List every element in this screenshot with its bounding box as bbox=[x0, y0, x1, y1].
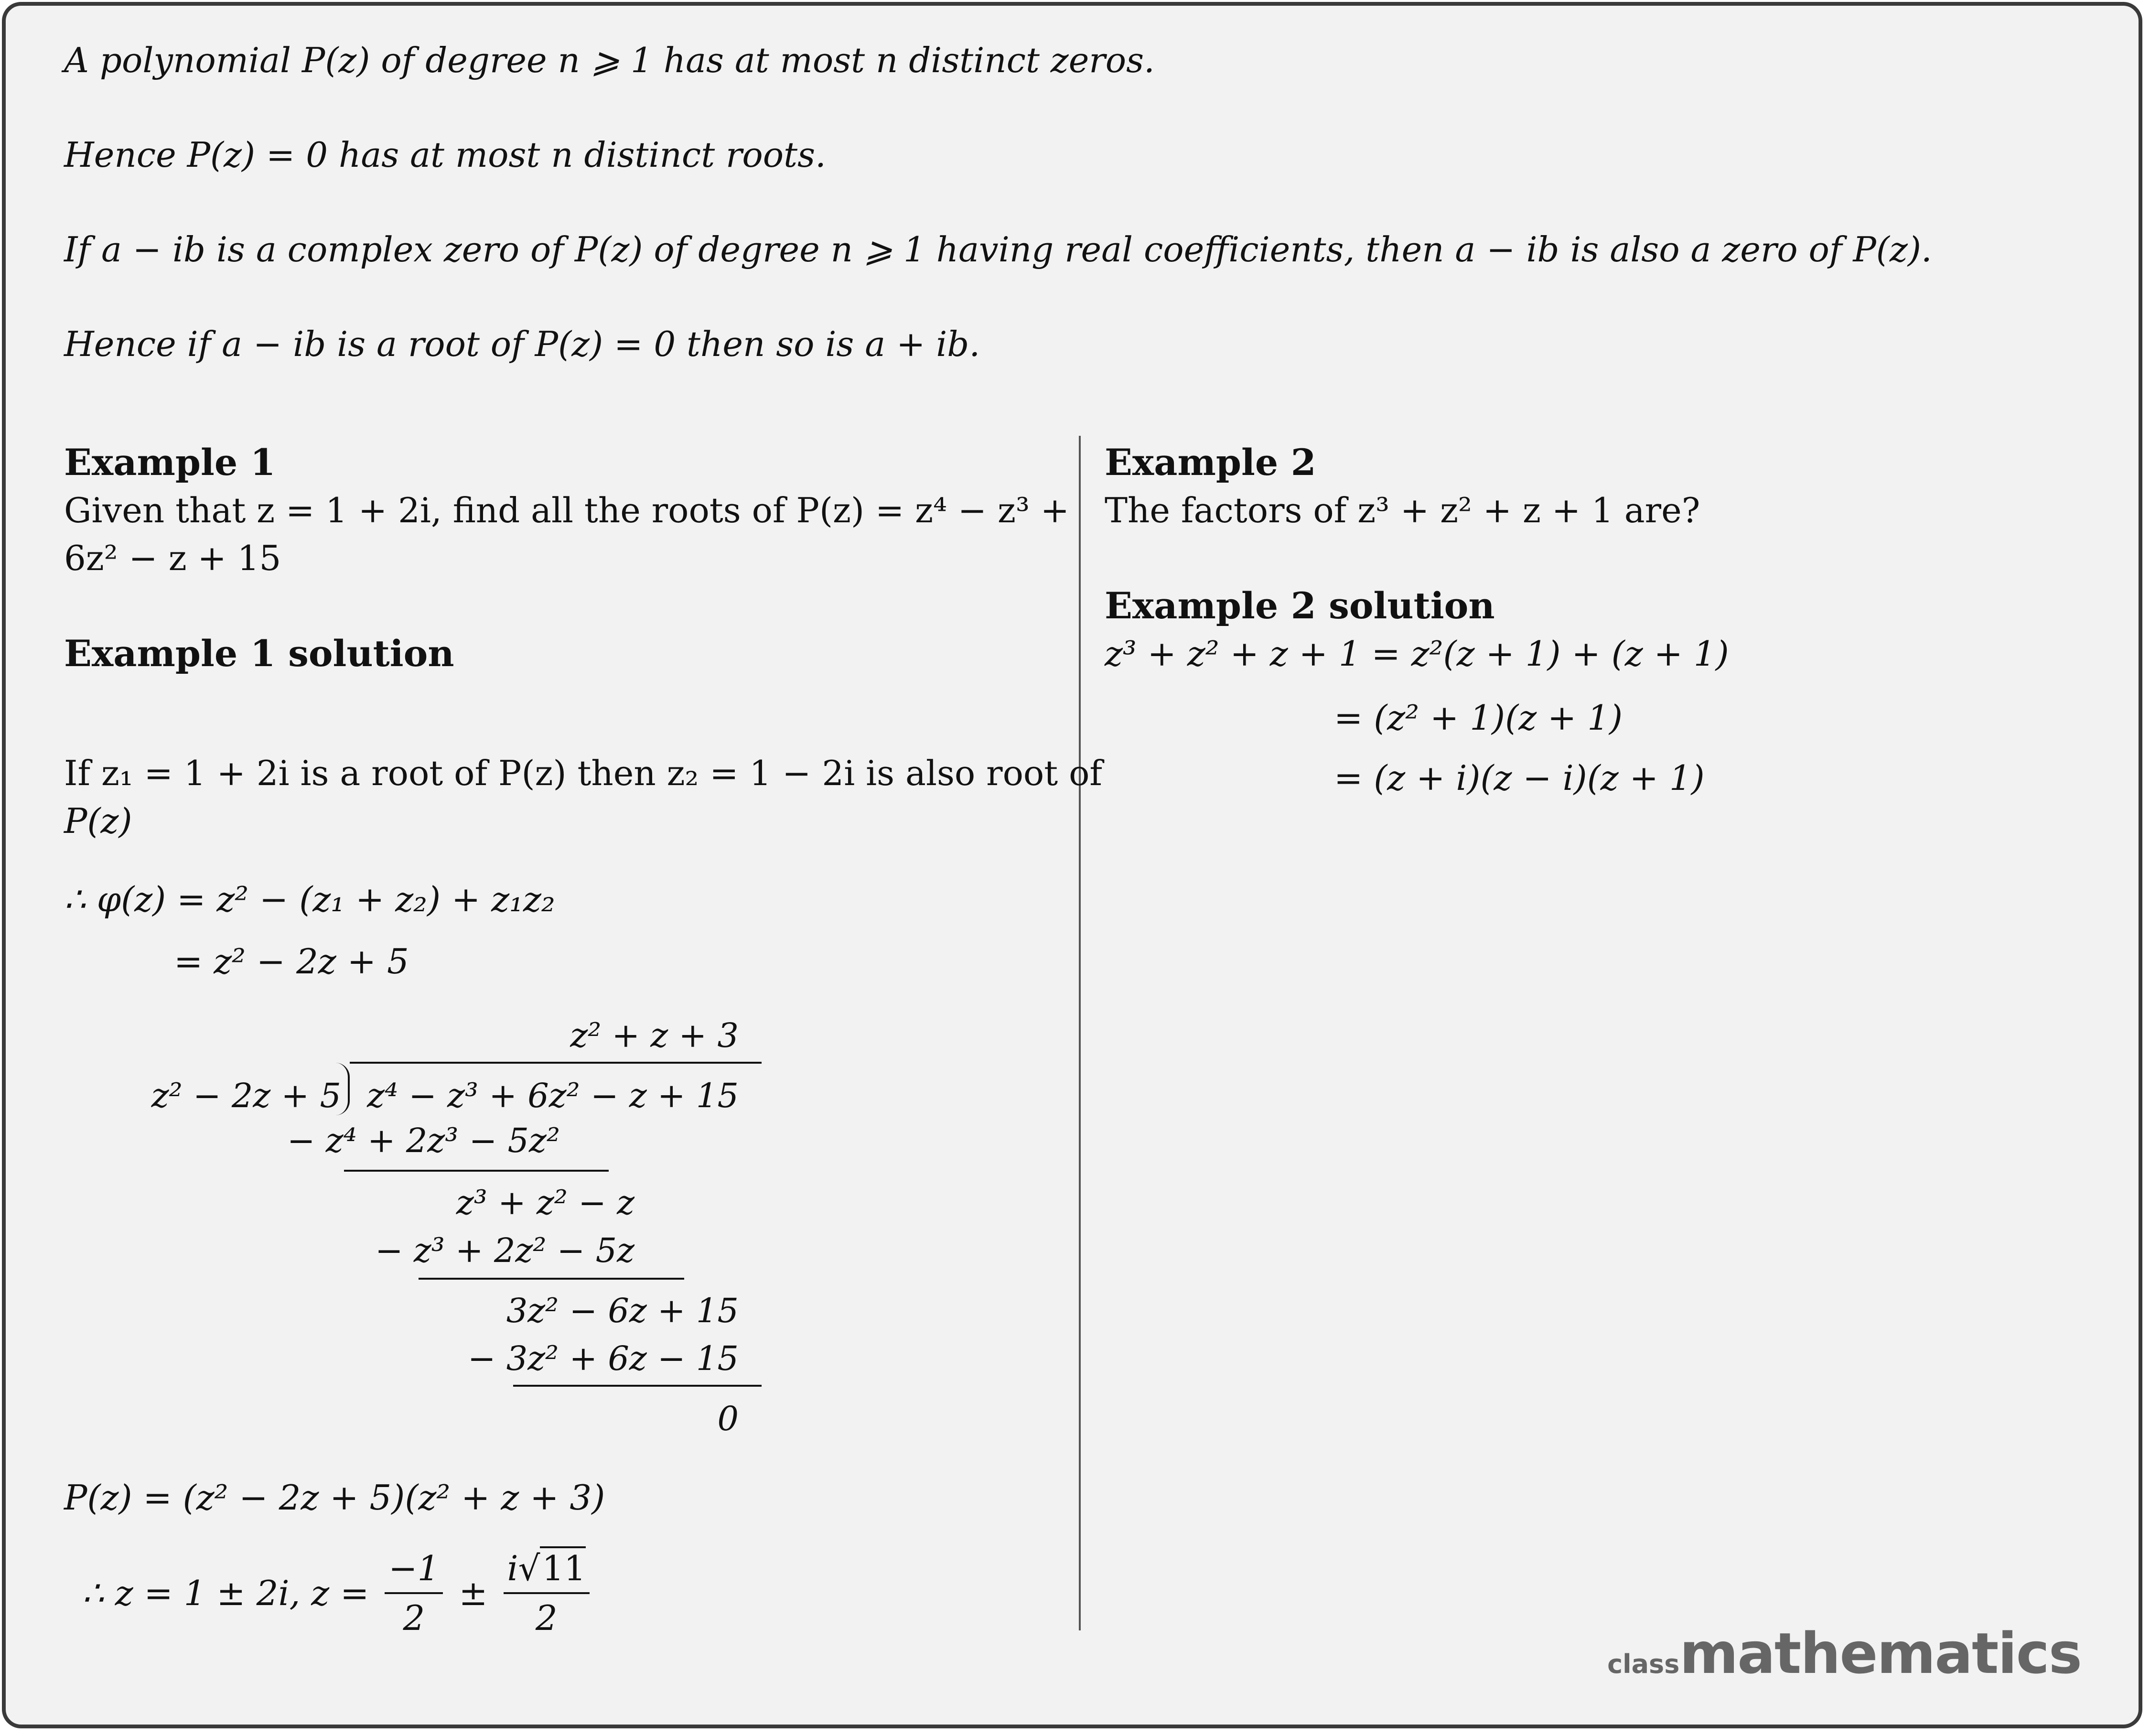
division-top-bar bbox=[350, 1062, 762, 1064]
class-mathematics-logo bbox=[1607, 1620, 2081, 1686]
logo-class-text: class bbox=[1607, 1649, 1680, 1679]
division-remainder-1: z³ + z² − z bbox=[456, 1183, 634, 1222]
root-fraction-2-numerator bbox=[504, 1544, 590, 1594]
root-fraction-2 bbox=[504, 1544, 590, 1642]
division-dividend: z⁴ − z³ + 6z² − z + 15 bbox=[367, 1076, 739, 1115]
example-2-title: Example 2 bbox=[1105, 441, 1316, 484]
example-2-step-2: = (z² + 1)(z + 1) bbox=[1334, 698, 1623, 738]
intro-paragraph-2: Hence P(z) = 0 has at most n distinct roots. bbox=[64, 135, 826, 175]
division-final-remainder: 0 bbox=[717, 1399, 739, 1438]
example-1-title: Example 1 bbox=[64, 441, 276, 484]
roots-prefix: ∴ z = 1 ± 2i, z = bbox=[82, 1573, 369, 1613]
column-divider bbox=[1079, 436, 1081, 1630]
division-divisor: z² − 2z + 5 bbox=[151, 1076, 341, 1115]
example-2-solution-title: Example 2 solution bbox=[1105, 584, 1495, 627]
content-card bbox=[2, 2, 2142, 1728]
sqrt-sign: √ bbox=[518, 1548, 540, 1588]
imaginary-unit: i bbox=[507, 1548, 518, 1588]
intro-paragraph-1: A polynomial P(z) of degree n ⩾ 1 has at most n distinct zeros. bbox=[64, 40, 1155, 80]
roots-result bbox=[82, 1544, 594, 1642]
example-1-solution-title: Example 1 solution bbox=[64, 632, 454, 675]
factored-polynomial: P(z) = (z² − 2z + 5)(z² + z + 3) bbox=[64, 1477, 605, 1518]
division-step-1: − z⁴ + 2z³ − 5z² bbox=[287, 1121, 560, 1160]
phi-definition: ∴ φ(z) = z² − (z₁ + z₂) + z₁z₂ bbox=[64, 879, 555, 919]
root-fraction-1 bbox=[385, 1544, 443, 1642]
example-2-step-1: z³ + z² + z + 1 = z²(z + 1) + (z + 1) bbox=[1105, 634, 1729, 674]
division-rule-3 bbox=[513, 1385, 762, 1387]
intro-paragraph-4: Hence if a − ib is a root of P(z) = 0 then so is a + ib. bbox=[64, 324, 980, 364]
example-2-question: The factors of z³ + z² + z + 1 are? bbox=[1105, 490, 1700, 530]
example-1-solution-text-line-2: P(z) bbox=[64, 801, 132, 841]
division-quotient: z² + z + 3 bbox=[570, 1016, 739, 1055]
division-bracket bbox=[335, 1063, 350, 1115]
root-fraction-2-denominator: 2 bbox=[535, 1598, 558, 1638]
division-step-3: − 3z² + 6z − 15 bbox=[467, 1339, 739, 1378]
intro-paragraph-3: If a − ib is a complex zero of P(z) of degree n ⩾ 1 having real coefficients, then a − ib is also a zero of P(z). bbox=[64, 229, 1932, 270]
division-rule-1 bbox=[344, 1170, 609, 1172]
division-rule-2 bbox=[419, 1278, 684, 1280]
example-1-solution-text-line-1: If z₁ = 1 + 2i is a root of P(z) then z₂ = 1 − 2i is also root of bbox=[64, 753, 1103, 793]
example-1-question-line-1: Given that z = 1 + 2i, find all the roots of P(z) = z⁴ − z³ + bbox=[64, 490, 1070, 530]
plus-minus-sign: ± bbox=[459, 1573, 488, 1613]
root-fraction-1-denominator: 2 bbox=[403, 1598, 425, 1638]
example-1-question-line-2: 6z² − z + 15 bbox=[64, 538, 281, 578]
division-remainder-2: 3z² − 6z + 15 bbox=[506, 1291, 739, 1330]
root-fraction-1-numerator: −1 bbox=[385, 1544, 443, 1594]
phi-simplified: = z² − 2z + 5 bbox=[174, 941, 409, 981]
logo-mathematics-text: mathematics bbox=[1679, 1620, 2081, 1686]
division-step-2: − z³ + 2z² − 5z bbox=[375, 1231, 634, 1270]
example-2-step-3: = (z + i)(z − i)(z + 1) bbox=[1334, 758, 1705, 798]
sqrt-radicand: 11 bbox=[540, 1546, 586, 1588]
